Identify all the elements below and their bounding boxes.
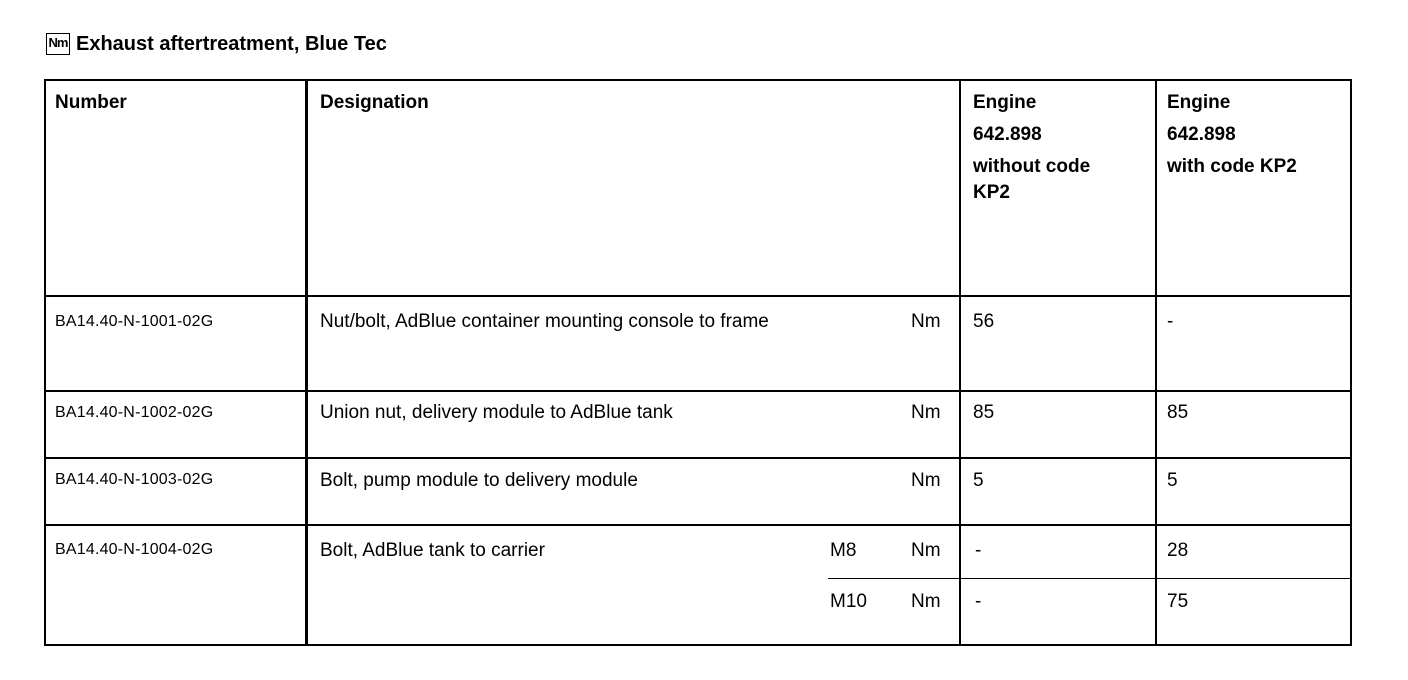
subrow-unit: Nm <box>911 540 941 561</box>
subrow-value-b: 75 <box>1167 591 1189 612</box>
subrow-size: M10 <box>830 591 867 612</box>
header-engine-a-line2: 642.898 <box>973 124 1042 145</box>
row-designation: Union nut, delivery module to AdBlue tank <box>320 402 673 423</box>
header-designation: Designation <box>320 92 429 113</box>
row-value-b: 5 <box>1167 470 1178 491</box>
nm-torque-icon: Nm <box>46 33 70 55</box>
row-designation: Nut/bolt, AdBlue container mounting console to frame <box>320 311 769 332</box>
row-designation: Bolt, AdBlue tank to carrier <box>320 540 545 561</box>
row-value-a: 5 <box>973 470 984 491</box>
title-text: Exhaust aftertreatment, Blue Tec <box>76 33 387 55</box>
column-divider <box>959 81 961 644</box>
column-divider <box>305 81 308 644</box>
row-value-a: 56 <box>973 311 995 332</box>
row-divider <box>46 390 1350 392</box>
row-number: BA14.40-N-1001-02G <box>55 313 214 330</box>
subrow-divider <box>828 578 1350 579</box>
header-engine-with-kp2 <box>1167 87 1297 183</box>
row-value-b: - <box>1167 311 1174 332</box>
header-engine-a-line4: KP2 <box>973 182 1010 203</box>
subrow-value-a: - <box>975 591 982 612</box>
header-engine-a-line3: without code <box>973 156 1091 177</box>
header-engine-without-kp2 <box>973 87 1090 209</box>
row-number: BA14.40-N-1004-02G <box>55 541 214 558</box>
row-number: BA14.40-N-1002-02G <box>55 404 214 421</box>
row-divider <box>46 457 1350 459</box>
row-value-b: 85 <box>1167 402 1189 423</box>
header-number: Number <box>55 92 127 113</box>
header-engine-b-line2: 642.898 <box>1167 124 1236 145</box>
column-divider <box>1155 81 1157 644</box>
row-value-a: 85 <box>973 402 995 423</box>
subrow-unit: Nm <box>911 591 941 612</box>
header-engine-a-line1: Engine <box>973 92 1037 113</box>
subrow-value-b: 28 <box>1167 540 1189 561</box>
row-unit: Nm <box>911 402 941 423</box>
header-engine-b-line3: with code KP2 <box>1167 156 1297 177</box>
subrow-size: M8 <box>830 540 857 561</box>
row-divider <box>46 295 1350 297</box>
row-unit: Nm <box>911 311 941 332</box>
row-unit: Nm <box>911 470 941 491</box>
row-number: BA14.40-N-1003-02G <box>55 471 214 488</box>
torque-table <box>44 79 1352 646</box>
header-engine-b-line1: Engine <box>1167 92 1231 113</box>
section-title <box>46 33 387 55</box>
row-divider <box>46 524 1350 526</box>
subrow-value-a: - <box>975 540 982 561</box>
row-designation: Bolt, pump module to delivery module <box>320 470 638 491</box>
